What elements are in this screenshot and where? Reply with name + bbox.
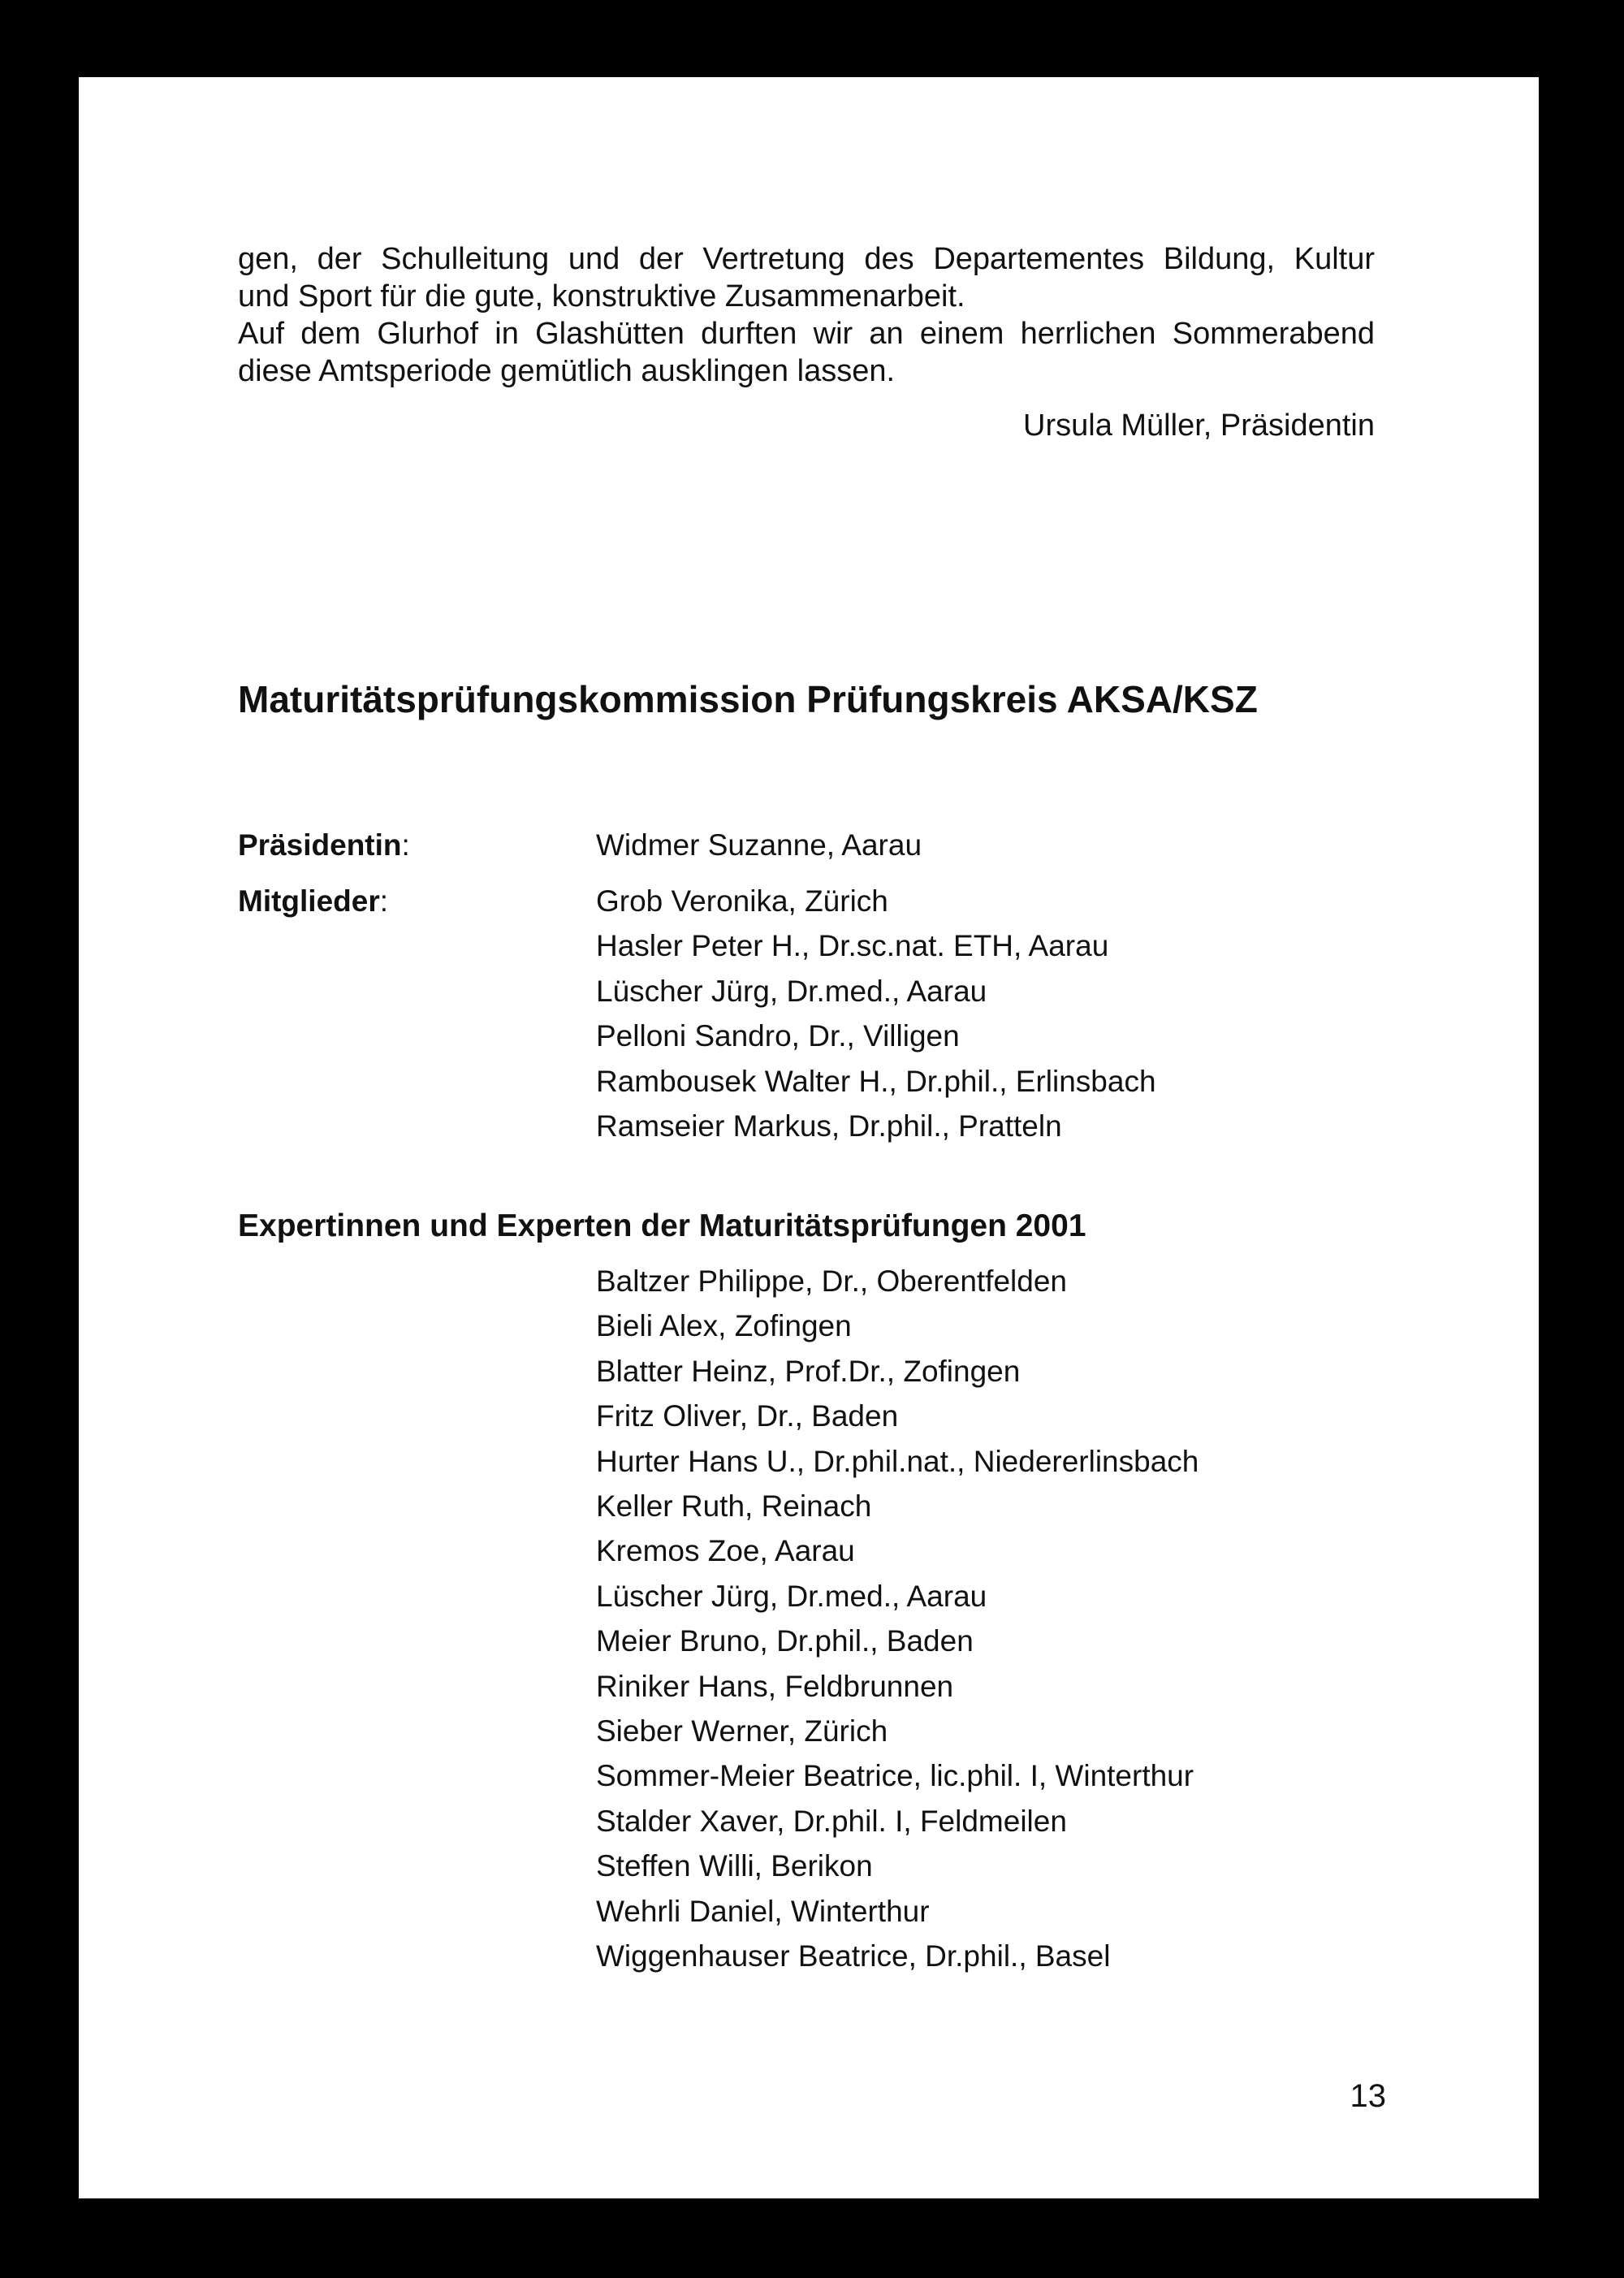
list-item: Fritz Oliver, Dr., Baden [596, 1399, 899, 1433]
intro-line: gen, der Schulleitung und der Vertretung des Departementes Bildung, Kultur [238, 242, 1375, 276]
list-item: Stalder Xaver, Dr.phil. I, Feldmeilen [596, 1804, 1067, 1838]
president-label: Präsidentin [238, 828, 402, 862]
commission-title: Maturitätsprüfungskommission Prüfungskreis AKSA/KSZ [238, 678, 1258, 720]
list-item: Meier Bruno, Dr.phil., Baden [596, 1624, 974, 1658]
list-item: Sieber Werner, Zürich [596, 1714, 888, 1748]
list-item: Baltzer Philippe, Dr., Oberentfelden [596, 1264, 1067, 1298]
intro-line: diese Amtsperiode gemütlich ausklingen lassen. [238, 354, 896, 388]
list-item: Keller Ruth, Reinach [596, 1489, 872, 1524]
intro-line: und Sport für die gute, konstruktive Zusammenarbeit. [238, 279, 965, 313]
document-page [79, 77, 1539, 2198]
list-item: Grob Veronika, Zürich [596, 884, 888, 918]
list-item: Rambousek Walter H., Dr.phil., Erlinsbach [596, 1064, 1156, 1098]
list-item: Bieli Alex, Zofingen [596, 1309, 852, 1343]
list-item: Kremos Zoe, Aarau [596, 1534, 855, 1568]
list-item: Sommer-Meier Beatrice, lic.phil. I, Winterthur [596, 1759, 1194, 1793]
list-item: Wiggenhauser Beatrice, Dr.phil., Basel [596, 1939, 1111, 1973]
list-item: Hurter Hans U., Dr.phil.nat., Niedererlinsbach [596, 1444, 1199, 1478]
members-label: Mitglieder [238, 884, 380, 918]
list-item: Pelloni Sandro, Dr., Villigen [596, 1019, 960, 1053]
list-item: Ramseier Markus, Dr.phil., Pratteln [596, 1109, 1062, 1143]
president-label-row: Präsidentin: [238, 828, 410, 862]
president-name: Widmer Suzanne, Aarau [596, 828, 922, 862]
list-item: Hasler Peter H., Dr.sc.nat. ETH, Aarau [596, 929, 1109, 963]
list-item: Blatter Heinz, Prof.Dr., Zofingen [596, 1354, 1021, 1388]
list-item: Steffen Willi, Berikon [596, 1849, 873, 1883]
members-list [596, 879, 1156, 1148]
list-item: Lüscher Jürg, Dr.med., Aarau [596, 974, 987, 1008]
signature: Ursula Müller, Präsidentin [1023, 408, 1375, 443]
list-item: Wehrli Daniel, Winterthur [596, 1894, 930, 1928]
page-number: 13 [1350, 2078, 1386, 2114]
list-item: Riniker Hans, Feldbrunnen [596, 1669, 954, 1703]
members-label-row: Mitglieder: [238, 884, 389, 918]
intro-paragraph [238, 240, 1375, 390]
list-item: Lüscher Jürg, Dr.med., Aarau [596, 1579, 987, 1613]
experts-list [596, 1259, 1199, 1979]
intro-line: Auf dem Glurhof in Glashütten durften wir an einem herrlichen Sommerabend [238, 317, 1375, 351]
experts-title: Expertinnen und Experten der Maturitätsprüfungen 2001 [238, 1208, 1086, 1243]
